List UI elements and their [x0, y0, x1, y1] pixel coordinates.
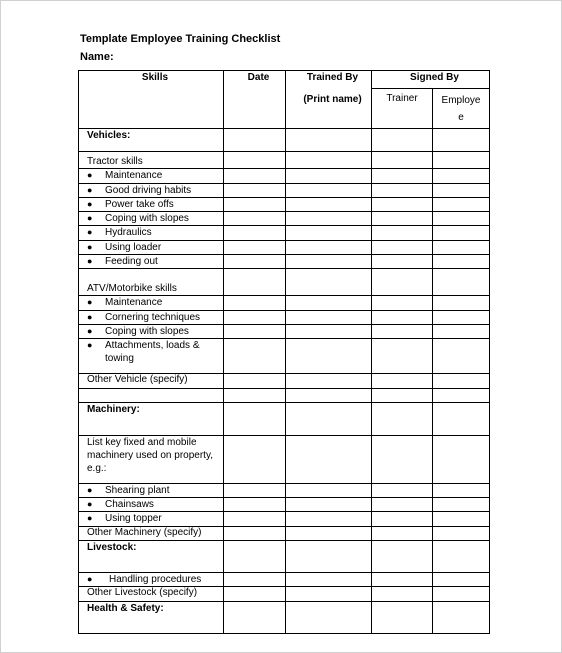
- date-cell[interactable]: [224, 388, 286, 402]
- trained-by-cell[interactable]: [286, 197, 372, 211]
- trainer-cell[interactable]: [372, 169, 433, 183]
- header-trained-by-label: Trained By: [306, 72, 359, 83]
- trained-by-cell[interactable]: [286, 541, 372, 573]
- employee-cell[interactable]: [433, 324, 490, 338]
- bullet-icon: ●: [87, 325, 93, 336]
- list-item: ● Using topper: [79, 512, 224, 526]
- bullet-icon: ●: [87, 198, 93, 209]
- trained-by-cell[interactable]: [286, 435, 372, 483]
- trainer-cell[interactable]: [372, 601, 433, 633]
- employee-cell[interactable]: [433, 374, 490, 388]
- employee-cell[interactable]: [433, 240, 490, 254]
- trainer-cell[interactable]: [372, 129, 433, 152]
- trainer-cell[interactable]: [372, 374, 433, 388]
- table-row: [79, 388, 490, 402]
- trainer-cell[interactable]: [372, 197, 433, 211]
- bullet-icon: ●: [87, 484, 93, 495]
- employee-cell[interactable]: [433, 573, 490, 587]
- item-other-machinery: Other Machinery (specify): [79, 526, 224, 540]
- trained-by-cell[interactable]: [286, 212, 372, 226]
- table-row: [79, 601, 490, 633]
- trained-by-cell[interactable]: [286, 483, 372, 497]
- date-cell[interactable]: [224, 296, 286, 310]
- trained-by-cell[interactable]: [286, 269, 372, 296]
- employee-cell[interactable]: [433, 255, 490, 269]
- section-vehicles: Vehicles:: [79, 129, 224, 152]
- name-label: Name:: [80, 51, 114, 63]
- date-cell[interactable]: [224, 240, 286, 254]
- table-row: [79, 152, 490, 169]
- trainer-cell[interactable]: [372, 541, 433, 573]
- employee-cell[interactable]: [433, 601, 490, 633]
- table-row: [79, 129, 490, 152]
- bullet-icon: ●: [87, 256, 93, 267]
- employee-cell[interactable]: [433, 226, 490, 240]
- employee-cell[interactable]: [433, 498, 490, 512]
- list-item: ● Attachments, loads & towing: [79, 339, 224, 374]
- list-item: ● Chainsaws: [79, 498, 224, 512]
- date-cell[interactable]: [224, 512, 286, 526]
- date-cell[interactable]: [224, 526, 286, 540]
- table-row: [79, 310, 490, 324]
- trained-by-cell[interactable]: [286, 324, 372, 338]
- training-checklist-table: [78, 70, 490, 634]
- table-row: [79, 587, 490, 601]
- date-cell[interactable]: [224, 324, 286, 338]
- date-cell[interactable]: [224, 255, 286, 269]
- header-employee: [433, 89, 490, 129]
- trained-by-cell[interactable]: [286, 601, 372, 633]
- list-item: ● Feeding out: [79, 255, 224, 269]
- date-cell[interactable]: [224, 339, 286, 374]
- employee-cell[interactable]: [433, 197, 490, 211]
- item-other-vehicle: Other Vehicle (specify): [79, 374, 224, 388]
- bullet-icon: ●: [87, 170, 93, 181]
- trained-by-cell[interactable]: [286, 512, 372, 526]
- bullet-icon: ●: [87, 184, 93, 195]
- list-item: ● Using loader: [79, 240, 224, 254]
- header-trained-by: [286, 71, 372, 129]
- employee-cell[interactable]: [433, 435, 490, 483]
- trained-by-cell[interactable]: [286, 183, 372, 197]
- table-row: [79, 296, 490, 310]
- trained-by-cell[interactable]: [286, 310, 372, 324]
- trained-by-cell[interactable]: [286, 402, 372, 435]
- header-signed-by: Signed By: [372, 71, 490, 89]
- bullet-icon: ●: [87, 513, 93, 524]
- header-date: Date: [224, 71, 286, 129]
- trained-by-cell[interactable]: [286, 152, 372, 169]
- date-cell[interactable]: [224, 402, 286, 435]
- table-row: [79, 197, 490, 211]
- employee-cell[interactable]: [433, 483, 490, 497]
- trainer-cell[interactable]: [372, 255, 433, 269]
- list-item: ● Cornering techniques: [79, 310, 224, 324]
- list-item: ● Good driving habits: [79, 183, 224, 197]
- table-row: [79, 226, 490, 240]
- header-print-name: (Print name): [303, 94, 362, 105]
- date-cell[interactable]: [224, 269, 286, 296]
- date-cell[interactable]: [224, 573, 286, 587]
- trainer-cell[interactable]: [372, 240, 433, 254]
- table-row: [79, 324, 490, 338]
- date-cell[interactable]: [224, 541, 286, 573]
- date-cell[interactable]: [224, 483, 286, 497]
- date-cell[interactable]: [224, 129, 286, 152]
- date-cell[interactable]: [224, 212, 286, 226]
- table-row: [79, 374, 490, 388]
- employee-cell[interactable]: [433, 388, 490, 402]
- table-row: [79, 402, 490, 435]
- list-item: ● Shearing plant: [79, 483, 224, 497]
- table-row: [79, 573, 490, 587]
- table-row: [79, 435, 490, 483]
- trained-by-cell[interactable]: [286, 169, 372, 183]
- employee-cell[interactable]: [433, 512, 490, 526]
- header-row: [79, 71, 490, 89]
- date-cell[interactable]: [224, 310, 286, 324]
- trainer-cell[interactable]: [372, 226, 433, 240]
- trainer-cell[interactable]: [372, 587, 433, 601]
- trained-by-cell[interactable]: [286, 498, 372, 512]
- trainer-cell[interactable]: [372, 183, 433, 197]
- item-other-livestock: Other Livestock (specify): [79, 587, 224, 601]
- date-cell[interactable]: [224, 374, 286, 388]
- trainer-cell[interactable]: [372, 512, 433, 526]
- trained-by-cell[interactable]: [286, 240, 372, 254]
- trainer-cell[interactable]: [372, 212, 433, 226]
- bullet-icon: ●: [87, 340, 93, 351]
- table-row: [79, 183, 490, 197]
- list-item: ● Handling procedures: [79, 573, 224, 587]
- bullet-icon: ●: [87, 241, 93, 252]
- trained-by-cell[interactable]: [286, 587, 372, 601]
- table-row: [79, 212, 490, 226]
- trainer-cell[interactable]: [372, 388, 433, 402]
- date-cell[interactable]: [224, 226, 286, 240]
- bullet-icon: ●: [87, 574, 93, 585]
- section-health-safety: Health & Safety:: [79, 601, 224, 633]
- table-row: [79, 169, 490, 183]
- date-cell[interactable]: [224, 498, 286, 512]
- employee-cell[interactable]: [433, 269, 490, 296]
- document-title: Template Employee Training Checklist: [80, 33, 281, 45]
- bullet-icon: ●: [87, 227, 93, 238]
- trainer-cell[interactable]: [372, 269, 433, 296]
- list-item: ● Coping with slopes: [79, 212, 224, 226]
- table-row: [79, 483, 490, 497]
- employee-cell[interactable]: [433, 169, 490, 183]
- employee-cell[interactable]: [433, 212, 490, 226]
- spacer-cell: [79, 388, 224, 402]
- table-row: [79, 255, 490, 269]
- trained-by-cell[interactable]: [286, 526, 372, 540]
- employee-cell[interactable]: [433, 526, 490, 540]
- table-row: [79, 512, 490, 526]
- trainer-cell[interactable]: [372, 310, 433, 324]
- section-machinery: Machinery:: [79, 402, 224, 435]
- trainer-cell[interactable]: [372, 296, 433, 310]
- date-cell[interactable]: [224, 169, 286, 183]
- list-item: ● Hydraulics: [79, 226, 224, 240]
- list-item: ● Maintenance: [79, 296, 224, 310]
- list-item: ● Maintenance: [79, 169, 224, 183]
- date-cell[interactable]: [224, 435, 286, 483]
- trainer-cell[interactable]: [372, 435, 433, 483]
- employee-cell[interactable]: [433, 296, 490, 310]
- list-item: ● Coping with slopes: [79, 324, 224, 338]
- employee-cell[interactable]: [433, 402, 490, 435]
- trained-by-cell[interactable]: [286, 226, 372, 240]
- table-row: [79, 269, 490, 296]
- bullet-icon: ●: [87, 311, 93, 322]
- date-cell[interactable]: [224, 587, 286, 601]
- employee-cell[interactable]: [433, 310, 490, 324]
- trained-by-cell[interactable]: [286, 255, 372, 269]
- header-employee-part1: Employe: [441, 95, 481, 106]
- trained-by-cell[interactable]: [286, 296, 372, 310]
- date-cell[interactable]: [224, 183, 286, 197]
- item-atv-skills: ATV/Motorbike skills: [79, 269, 224, 296]
- date-cell[interactable]: [224, 152, 286, 169]
- trained-by-cell[interactable]: [286, 339, 372, 374]
- trained-by-cell[interactable]: [286, 388, 372, 402]
- header-skills: Skills: [79, 71, 224, 129]
- trainer-cell[interactable]: [372, 498, 433, 512]
- table-row: [79, 541, 490, 573]
- bullet-icon: ●: [87, 499, 93, 510]
- list-item: ● Power take offs: [79, 197, 224, 211]
- item-machinery-intro: List key fixed and mobile machinery used on property, e.g.:: [79, 435, 224, 483]
- table-row: [79, 240, 490, 254]
- bullet-icon: ●: [87, 297, 93, 308]
- item-tractor-skills: Tractor skills: [79, 152, 224, 169]
- section-livestock: Livestock:: [79, 541, 224, 573]
- employee-cell[interactable]: [433, 152, 490, 169]
- date-cell[interactable]: [224, 601, 286, 633]
- employee-cell[interactable]: [433, 541, 490, 573]
- trainer-cell[interactable]: [372, 152, 433, 169]
- trained-by-cell[interactable]: [286, 129, 372, 152]
- employee-cell[interactable]: [433, 587, 490, 601]
- table-row: [79, 526, 490, 540]
- header-trainer: Trainer: [372, 89, 433, 129]
- table-row: [79, 498, 490, 512]
- bullet-icon: ●: [87, 213, 93, 224]
- employee-cell[interactable]: [433, 129, 490, 152]
- header-employee-part2: e: [458, 112, 464, 123]
- trainer-cell[interactable]: [372, 324, 433, 338]
- trainer-cell[interactable]: [372, 483, 433, 497]
- employee-cell[interactable]: [433, 339, 490, 374]
- table-row: [79, 339, 490, 374]
- trainer-cell[interactable]: [372, 402, 433, 435]
- trainer-cell[interactable]: [372, 573, 433, 587]
- date-cell[interactable]: [224, 197, 286, 211]
- trained-by-cell[interactable]: [286, 573, 372, 587]
- trainer-cell[interactable]: [372, 526, 433, 540]
- employee-cell[interactable]: [433, 183, 490, 197]
- trained-by-cell[interactable]: [286, 374, 372, 388]
- trainer-cell[interactable]: [372, 339, 433, 374]
